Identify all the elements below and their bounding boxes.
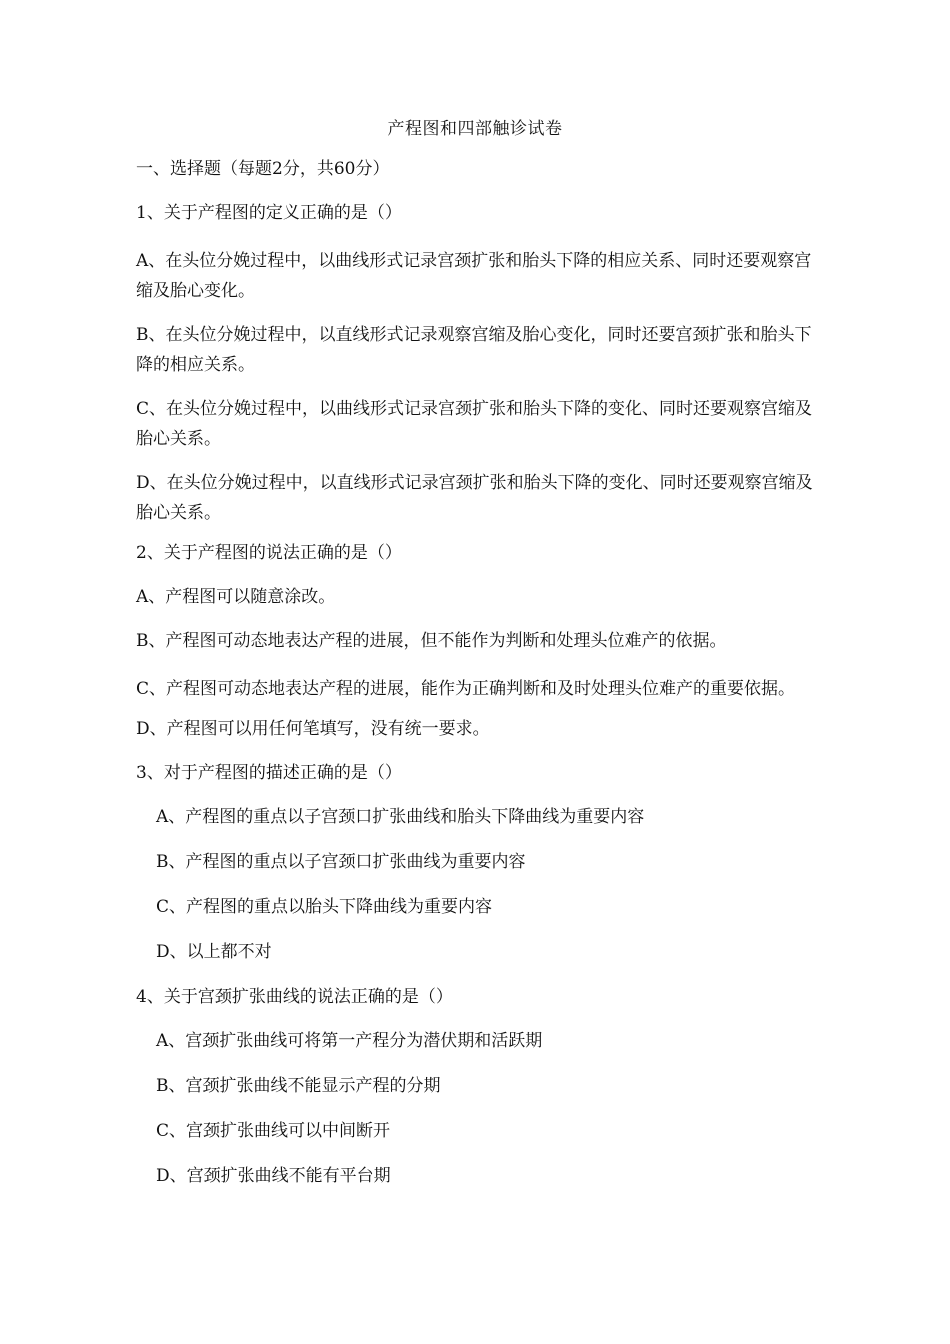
option-d: D、在头位分娩过程中，以直线形式记录宫颈扩张和胎头下降的变化、同时还要观察宫缩及胎心关系。 xyxy=(136,473,813,523)
option-b: B、宫颈扩张曲线不能显示产程的分期 xyxy=(156,1076,441,1096)
option-b: B、在头位分娩过程中，以直线形式记录观察宫缩及胎心变化，同时还要宫颈扩张和胎头下降的相应关系。 xyxy=(136,325,812,375)
option-c: C、产程图的重点以胎头下降曲线为重要内容 xyxy=(156,897,493,917)
option-c: C、产程图可动态地表达产程的进展，能作为正确判断和及时处理头位难产的重要依据。 xyxy=(136,679,796,699)
section-heading: 一、选择题（每题2分，共60分） xyxy=(136,159,390,179)
question-3 xyxy=(136,762,826,963)
question-list xyxy=(136,202,826,1210)
option-a: A、产程图可以随意涂改。 xyxy=(136,587,336,607)
question-stem: 1、关于产程图的定义正确的是（） xyxy=(136,203,402,223)
page-title: 产程图和四部触诊试卷 xyxy=(387,119,563,139)
option-b: B、产程图可动态地表达产程的进展，但不能作为判断和处理头位难产的依据。 xyxy=(136,631,727,651)
question-stem: 2、关于产程图的说法正确的是（） xyxy=(136,543,402,563)
question-2 xyxy=(136,542,826,740)
option-c: C、在头位分娩过程中，以曲线形式记录宫颈扩张和胎头下降的变化、同时还要观察宫缩及胎心关系。 xyxy=(136,399,813,449)
option-a: A、在头位分娩过程中，以曲线形式记录宫颈扩张和胎头下降的相应关系、同时还要观察宫缩及胎心变化。 xyxy=(136,251,812,301)
option-c: C、宫颈扩张曲线可以中间断开 xyxy=(156,1121,391,1141)
option-d: D、以上都不对 xyxy=(156,942,272,962)
question-stem: 3、对于产程图的描述正确的是（） xyxy=(136,763,402,783)
option-a: A、产程图的重点以子宫颈口扩张曲线和胎头下降曲线为重要内容 xyxy=(156,807,645,827)
question-1 xyxy=(136,202,826,528)
option-b: B、产程图的重点以子宫颈口扩张曲线为重要内容 xyxy=(156,852,526,872)
option-d: D、产程图可以用任何笔填写，没有统一要求。 xyxy=(136,719,490,739)
question-stem: 4、关于宫颈扩张曲线的说法正确的是（） xyxy=(136,987,453,1007)
option-a: A、宫颈扩张曲线可将第一产程分为潜伏期和活跃期 xyxy=(156,1031,543,1051)
option-d: D、宫颈扩张曲线不能有平台期 xyxy=(156,1166,391,1186)
question-4 xyxy=(136,986,826,1187)
